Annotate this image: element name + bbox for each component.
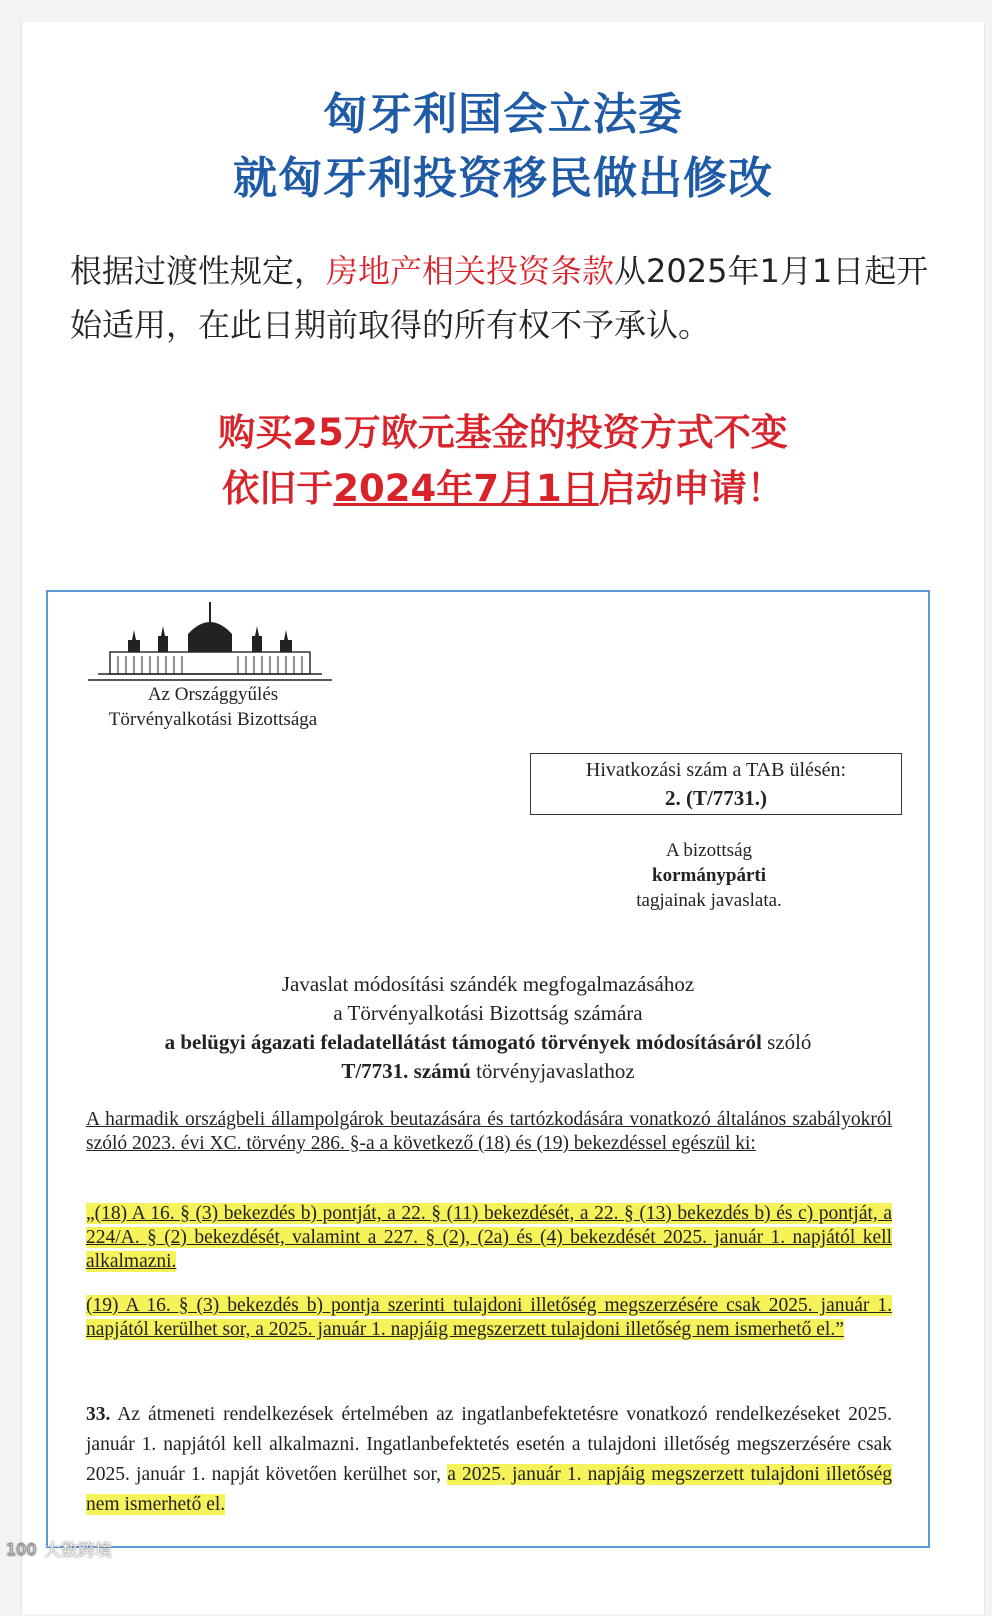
- intro-highlight: 房地产相关投资条款: [326, 252, 615, 290]
- promo-line-1: 购买25万欧元基金的投资方式不变: [218, 411, 788, 454]
- proposal-line-4-bold: T/7731. számú: [341, 1059, 471, 1083]
- promo-suffix: 启动申请！: [598, 467, 784, 510]
- amendment-paragraph-19: [86, 1294, 892, 1342]
- reference-number: 2. (T/7731.): [664, 786, 768, 810]
- watermark-logo: [6, 1538, 40, 1560]
- transitional-provision: [86, 1400, 892, 1520]
- proposal-line-1: Javaslat módosítási szándék megfogalmazásához: [281, 972, 695, 996]
- watermark-text: 大数跨境: [44, 1541, 112, 1561]
- paragraph-18-text: „(18) A 16. § (3) bekezdés b) pontját, a 22. § (11) bekezdését, a 22. § (13) bekezdés b) és c) pontját, a 224/A. § (2) bekezdését, valamint a 227. § (2), (2a) és (4) bekezdését 2025. január 1. napjától kell alkalmazni.: [86, 1203, 892, 1272]
- proposal-line-3-bold: a belügyi ágazati feladatellátást támogató törvények módosításáról: [164, 1030, 762, 1054]
- svg-text:100: 100: [6, 1539, 37, 1559]
- proposal-heading: [88, 970, 888, 1086]
- organization-name: [88, 682, 338, 732]
- org-line-2: Törvényalkotási Bizottsága: [108, 709, 318, 730]
- amendment-intro: A harmadik országbeli állampolgárok beutazására és tartózkodására vonatkozó általános szabályokról szóló 2023. évi XC. törvény 286. §-a a következő (18) és (19) bekezdéssel egészül ki:: [86, 1109, 892, 1154]
- committee-line-3: tagjainak javaslata.: [636, 890, 782, 911]
- committee-bold: kormánypárti: [652, 865, 766, 886]
- promo-prefix: 依旧于: [222, 467, 334, 510]
- provision-number: 33.: [86, 1404, 111, 1425]
- proposal-line-3: [88, 1028, 888, 1057]
- parliament-building-logo: [88, 600, 332, 686]
- committee-line-1: A bizottság: [665, 840, 753, 861]
- article-page: [21, 22, 985, 1614]
- document-scan: [46, 590, 930, 1548]
- provision-highlight: a 2025. január 1. napjáig megszerzett tulajdoni illetőség nem ismerhető el.: [86, 1464, 892, 1515]
- headline-line-1: 匈牙利国会立法委: [323, 89, 683, 140]
- watermark: [6, 1536, 112, 1561]
- reference-box: [530, 753, 902, 815]
- intro-paragraph: [70, 244, 940, 352]
- proposal-line-2: a Törvényalkotási Bizottság számára: [333, 1001, 643, 1025]
- intro-text-2: 从2025年1月1日起开始适用，在此日期前取得的所有权不予承认。: [70, 252, 929, 344]
- promo-date: 2024年7月1日: [333, 467, 599, 510]
- committee-line-2: [614, 863, 804, 888]
- amendment-paragraph-18: [86, 1202, 892, 1274]
- promo-line-2: [22, 458, 984, 512]
- org-line-1: Az Országgyűlés: [147, 684, 279, 705]
- provision-text: Az átmeneti rendelkezések értelmében az ingatlanbefektetésre vonatkozó rendelkezéseket 2025. január 1. napjától kell alkalmazni. Ingatlanbefektetés esetén a tulajdoni illetőség megszerzésére csak 2025. január 1. napját követően kerülhet sor,: [86, 1404, 892, 1485]
- committee-note: [614, 838, 804, 913]
- intro-text-1: 根据过渡性规定，: [70, 252, 327, 290]
- proposal-line-4: [88, 1057, 888, 1086]
- reference-label: Hivatkozási szám a TAB ülésén:: [585, 759, 847, 781]
- proposal-line-3-rest: szóló: [761, 1030, 812, 1054]
- headline-line-2: 就匈牙利投资移民做出修改: [233, 153, 773, 204]
- paragraph-19-text: (19) A 16. § (3) bekezdés b) pontja szerinti tulajdoni illetőség megszerzésére csak 2025. január 1. napjától kerülhet sor, a 2025. január 1. napjáig megszerzett tulajdoni illetőség nem ismerhető el.”: [86, 1295, 892, 1340]
- proposal-line-4-rest: törvényjavaslathoz: [470, 1059, 635, 1083]
